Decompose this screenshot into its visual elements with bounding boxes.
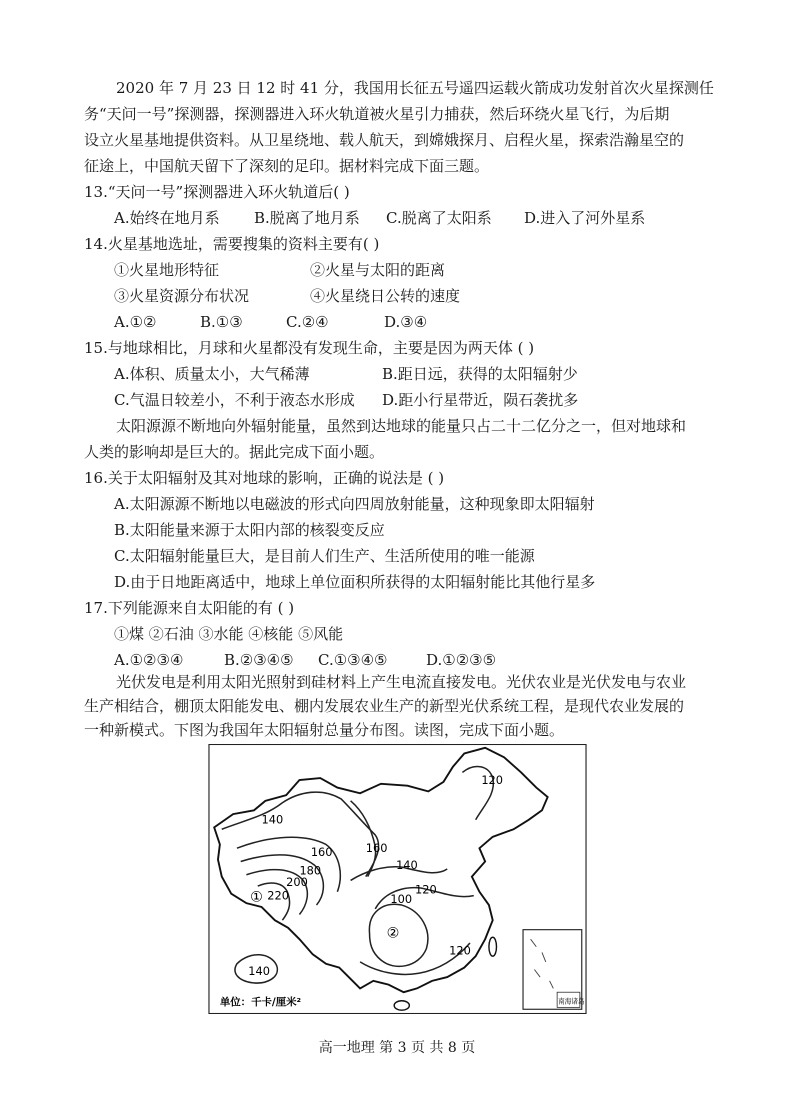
question-16-stem: 16.关于太阳辐射及其对地球的影响，正确的说法是 ( ) — [84, 469, 445, 487]
passage1-line1: 2020 年 7 月 23 日 12 时 41 分，我国用长征五号遥四运载火箭成功发射首次火星探测任 — [116, 79, 714, 97]
q16-option-a: A.太阳源源不断地以电磁波的形式向四周放射能量，这种现象即太阳辐射 — [114, 495, 595, 513]
q17-option-a: A.①②③④ — [114, 651, 184, 669]
q15-option-b: B.距日远，获得的太阳辐射少 — [382, 365, 578, 383]
label-100: 100 — [390, 892, 413, 907]
q14-item-4: ④火星绕日公转的速度 — [310, 287, 461, 305]
inset-label: 南海诸岛 — [558, 997, 585, 1006]
q17-option-c: C.①③④⑤ — [318, 651, 388, 669]
q13-option-d: D.进入了河外星系 — [524, 209, 646, 227]
map-unit-caption: 单位：千卡/厘米² — [219, 996, 302, 1009]
q14-option-a: A.①② — [114, 313, 157, 331]
question-13-stem: 13.“天问一号”探测器进入环火轨道后( ) — [84, 183, 350, 201]
label-120-ne: 120 — [481, 772, 504, 787]
q14-item-3: ③火星资源分布状况 — [114, 287, 250, 305]
q16-option-c: C.太阳辐射能量巨大，是目前人们生产、生活所使用的唯一能源 — [114, 547, 535, 565]
label-140-center: 140 — [396, 858, 418, 873]
q16-option-d: D.由于日地距离适中，地球上单位面积所获得的太阳辐射能比其他行星多 — [114, 573, 596, 591]
q15-option-d: D.距小行星带近，陨石袭扰多 — [382, 391, 579, 409]
label-200: 200 — [286, 875, 308, 890]
q17-items: ①煤 ②石油 ③水能 ④核能 ⑤风能 — [114, 625, 344, 643]
q13-option-c: C.脱离了太阳系 — [386, 209, 492, 227]
q13-option-b: B.脱离了地月系 — [254, 209, 360, 227]
label-120-center: 120 — [415, 882, 437, 897]
label-160-east: 160 — [365, 841, 388, 855]
passage2-line1: 太阳源源不断地向外辐射能量，虽然到达地球的能量只占二十二亿分之一，但对地球和 — [116, 417, 687, 435]
q14-option-b: B.①③ — [200, 313, 243, 331]
q14-option-d: D.③④ — [384, 313, 428, 331]
label-180: 180 — [299, 863, 322, 878]
label-120-south: 120 — [449, 943, 471, 958]
label-220: 220 — [267, 888, 289, 903]
region-2-marker: ② — [386, 925, 400, 942]
question-14-stem: 14.火星基地选址，需要搜集的资料主要有( ) — [84, 235, 380, 253]
q15-option-a: A.体积、质量太小，大气稀薄 — [114, 365, 310, 383]
label-160-west: 160 — [310, 844, 333, 859]
q17-option-d: D.①②③⑤ — [426, 651, 497, 669]
passage1-line3: 设立火星基地提供资料。从卫星绕地、载人航天，到嫦娥探月、启程火星，探索浩瀚星空的 — [84, 131, 685, 149]
label-140-south: 140 — [248, 964, 270, 979]
passage1-line4: 征途上，中国航天留下了深刻的足印。据材料完成下面三题。 — [84, 157, 490, 175]
region-1-marker: ① — [250, 889, 263, 906]
passage3-line2: 生产相结合，棚顶太阳能发电、棚内发展农业生产的新型光伏系统工程，是现代农业发展的 — [84, 697, 685, 715]
question-15-stem: 15.与地球相比，月球和火星都没有发现生命，主要是因为两天体 ( ) — [84, 339, 535, 357]
passage2-line2: 人类的影响却是巨大的。据此完成下面小题。 — [84, 443, 385, 461]
q16-option-b: B.太阳能量来源于太阳内部的核裂变反应 — [114, 521, 385, 539]
q13-option-a: A.始终在地月系 — [114, 209, 220, 227]
q14-option-c: C.②④ — [286, 313, 329, 331]
solar-radiation-map — [198, 744, 597, 1014]
q14-item-2: ②火星与太阳的距离 — [310, 261, 446, 279]
label-140-north: 140 — [261, 812, 284, 827]
question-17-stem: 17.下列能源来自太阳能的有 ( ) — [84, 599, 295, 617]
q17-option-b: B.②③④⑤ — [224, 651, 294, 669]
passage3-line1: 光伏发电是利用太阳光照射到硅材料上产生电流直接发电。光伏农业是光伏发电与农业 — [116, 673, 687, 691]
page-footer: 高一地理 第 3 页 共 8 页 — [318, 1040, 476, 1056]
passage3-line3: 一种新模式。下图为我国年太阳辐射总量分布图。读图，完成下面小题。 — [84, 721, 565, 739]
q15-option-c: C.气温日较差小，不利于液态水形成 — [114, 391, 355, 409]
q14-item-1: ①火星地形特征 — [114, 261, 220, 279]
passage1-line2: 务“天问一号”探测器，探测器进入环火轨道被火星引力捕获，然后环绕火星飞行，为后期 — [84, 105, 670, 123]
